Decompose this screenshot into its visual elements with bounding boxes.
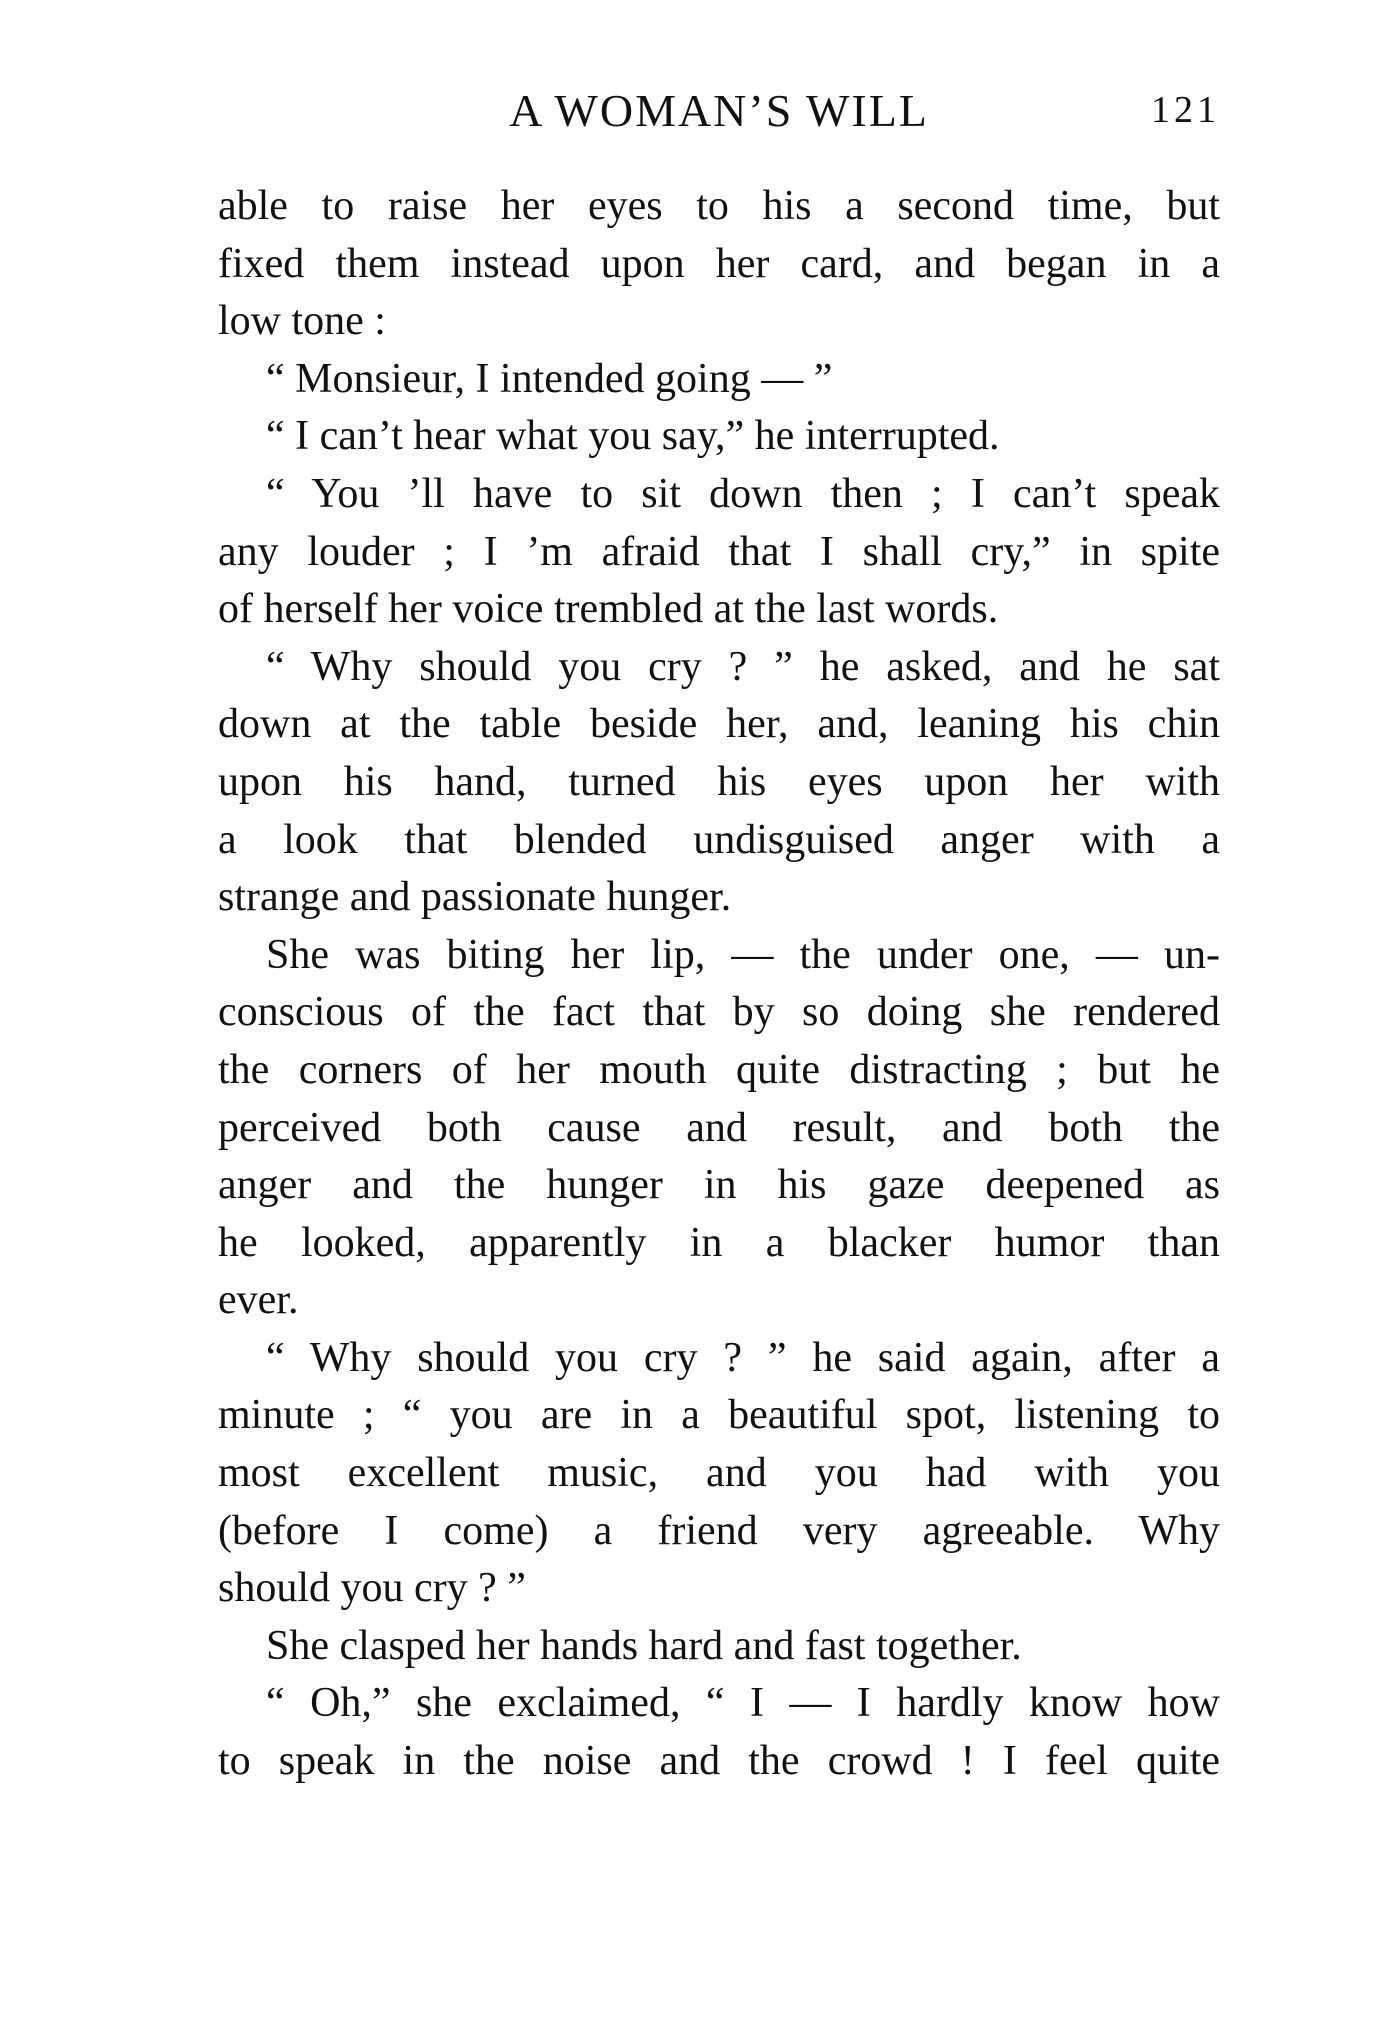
text-line: “ You ’ll have to sit down then ; I can’t speak xyxy=(266,470,1220,517)
text-line: he looked, apparently in a blacker humor than xyxy=(218,1219,1220,1266)
text-line: conscious of the fact that by so doing she rendered xyxy=(218,989,1220,1036)
text-line: able to raise her eyes to his a second time, but xyxy=(218,183,1220,229)
text-line: “ Why should you cry ? ” he asked, and he sat xyxy=(266,643,1220,690)
text-line: (before I come) a friend very agreeable. Why xyxy=(218,1507,1220,1554)
text-line: perceived both cause and result, and both the xyxy=(218,1104,1220,1151)
text-line: a look that blended undisguised anger with a xyxy=(218,816,1220,863)
text-line: “ Monsieur, I intended going — ” xyxy=(266,355,833,402)
page-header xyxy=(218,84,1220,144)
text-line: She was biting her lip, — the under one, — un- xyxy=(266,931,1220,978)
text-line: down at the table beside her, and, leaning his chin xyxy=(218,701,1220,748)
text-line: “ Why should you cry ? ” he said again, after a xyxy=(266,1334,1220,1381)
text-line: “ I can’t hear what you say,” he interrupted. xyxy=(266,413,1000,460)
text-line: most excellent music, and you had with you xyxy=(218,1450,1220,1497)
text-line: minute ; “ you are in a beautiful spot, listening to xyxy=(218,1392,1220,1439)
text-line: upon his hand, turned his eyes upon her with xyxy=(218,758,1220,805)
running-title: A WOMAN’S WILL xyxy=(509,85,929,136)
text-line: any louder ; I ’m afraid that I shall cry,” in spite xyxy=(218,528,1220,575)
page-number: 121 xyxy=(1151,89,1220,131)
text-line: should you cry ? ” xyxy=(218,1565,526,1612)
body-text xyxy=(218,178,1220,1791)
text-line: to speak in the noise and the crowd ! I feel quite xyxy=(218,1738,1220,1785)
text-line: anger and the hunger in his gaze deepened as xyxy=(218,1162,1220,1209)
text-line: low tone : xyxy=(218,298,386,345)
text-line: ever. xyxy=(218,1277,299,1324)
text-line: the corners of her mouth quite distracting ; but he xyxy=(218,1046,1220,1093)
text-line: fixed them instead upon her card, and began in a xyxy=(218,240,1220,287)
text-line: She clasped her hands hard and fast together. xyxy=(266,1622,1022,1669)
text-line: strange and passionate hunger. xyxy=(218,874,732,921)
text-line: of herself her voice trembled at the last words. xyxy=(218,586,999,633)
text-line: “ Oh,” she exclaimed, “ I — I hardly know how xyxy=(266,1680,1220,1727)
